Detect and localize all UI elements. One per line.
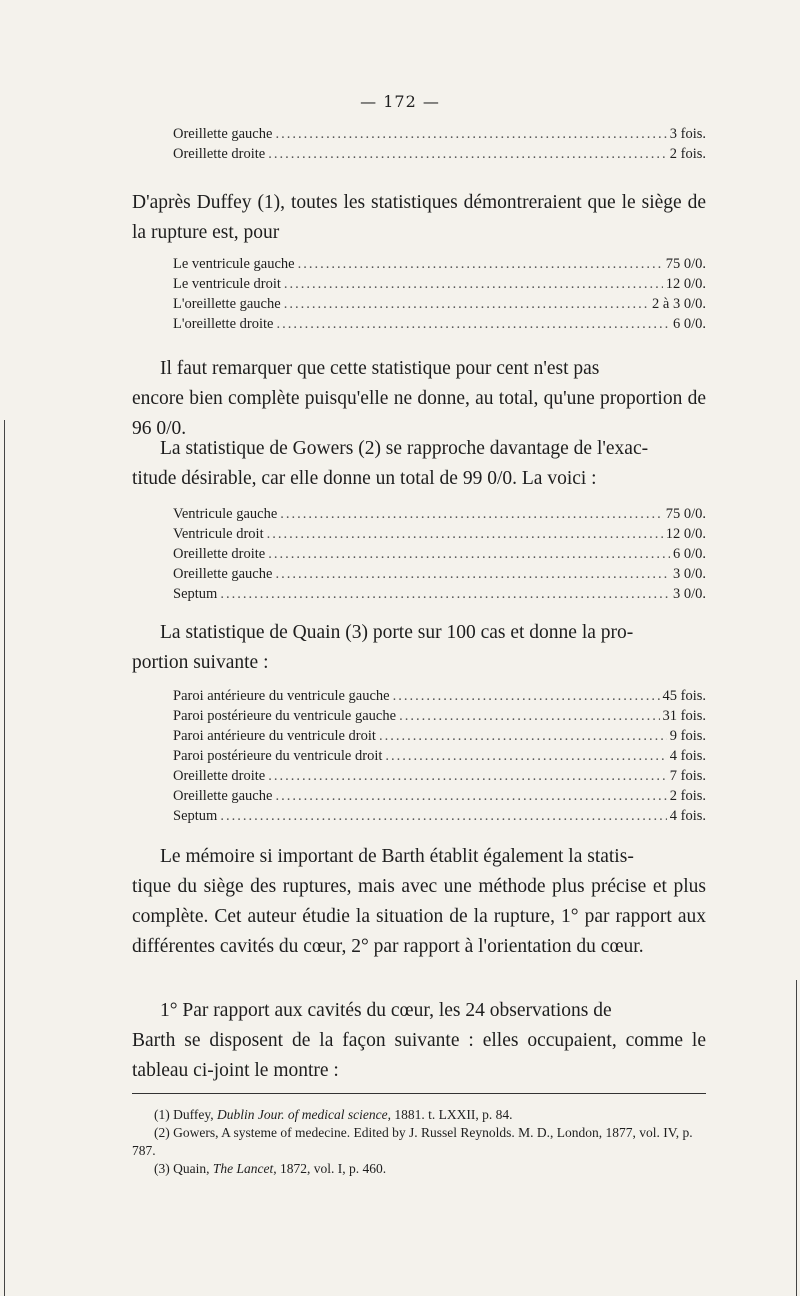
list-item: Oreillette droite ..... 7 fois.	[173, 766, 706, 786]
footnote-3: (3) Quain, The Lancet, 1872, vol. I, p. 460.	[154, 1161, 387, 1176]
list-item: Le ventricule gauche ..... 75 0/0.	[173, 254, 706, 274]
list-item: Paroi antérieure du ventricule gauche ..... 45 fois.	[173, 686, 706, 706]
list-item: Paroi postérieure du ventricule gauche ..... 31 fois.	[173, 706, 706, 726]
footnote-2: (2) Gowers, A systeme of medecine. Edited by J. Russel Reynolds. M. D., London, 1877, vol. IV, p. 787.	[132, 1125, 693, 1158]
list-item: L'oreillette gauche ..... 2 à 3 0/0.	[173, 294, 706, 314]
list-duffey	[173, 254, 706, 334]
list-item: Septum ..... 4 fois.	[173, 806, 706, 826]
list-item: Septum ..... 3 0/0.	[173, 584, 706, 604]
paragraph-quain: La statistique de Quain (3) porte sur 100 cas et donne la pro- portion suivante :	[132, 622, 634, 673]
paragraph-remarque: Il faut remarquer que cette statistique pour cent n'est pas encore bien complète puisqu'elle ne donne, au total, qu'une proportion de 96 0/0.	[132, 358, 706, 439]
page-number: — 172 —	[360, 92, 440, 111]
scan-edge-line-left	[4, 420, 5, 1296]
list-item: Ventricule gauche ..... 75 0/0.	[173, 504, 706, 524]
list-quain	[173, 686, 706, 826]
list-item: Ventricule droit ..... 12 0/0.	[173, 524, 706, 544]
scan-edge-line-right	[796, 980, 797, 1296]
paragraph-gowers: La statistique de Gowers (2) se rapproche davantage de l'exac- titude désirable, car elle donne un total de 99 0/0. La voici :	[132, 438, 649, 489]
list-item: Oreillette droite ..... 2 fois.	[173, 144, 706, 164]
list-item: Paroi postérieure du ventricule droit ..... 4 fois.	[173, 746, 706, 766]
list-item: Oreillette gauche ..... 3 fois.	[173, 124, 706, 144]
paragraph-barth: Le mémoire si important de Barth établit également la statis- tique du siège des ruptures, mais avec une méthode plus précise et plus complète. Cet auteur étudie la situation de la rupture, 1° par rapport aux différentes cavités du cœur, 2° par rapport à l'orientation du cœur.	[132, 846, 706, 957]
list-item: L'oreillette droite ..... 6 0/0.	[173, 314, 706, 334]
footnote-1: (1) Duffey, Dublin Jour. of medical science, 1881. t. LXXII, p. 84.	[154, 1107, 513, 1122]
footnote-rule	[132, 1093, 706, 1094]
list-item: Oreillette droite ..... 6 0/0.	[173, 544, 706, 564]
list-item: Oreillette gauche ..... 3 0/0.	[173, 564, 706, 584]
footnotes	[132, 1106, 706, 1178]
list-item: Paroi antérieure du ventricule droit ..... 9 fois.	[173, 726, 706, 746]
list-gowers	[173, 504, 706, 604]
paragraph-duffey: D'après Duffey (1), toutes les statistiques démontreraient que le siège de la rupture est, pour	[132, 192, 706, 243]
list-item: Oreillette gauche ..... 2 fois.	[173, 786, 706, 806]
list-top	[173, 124, 706, 164]
paragraph-cavites: 1° Par rapport aux cavités du cœur, les 24 observations de Barth se disposent de la façon suivante : elles occupaient, comme le tableau ci-joint le montre :	[132, 1000, 706, 1081]
list-item: Le ventricule droit ..... 12 0/0.	[173, 274, 706, 294]
